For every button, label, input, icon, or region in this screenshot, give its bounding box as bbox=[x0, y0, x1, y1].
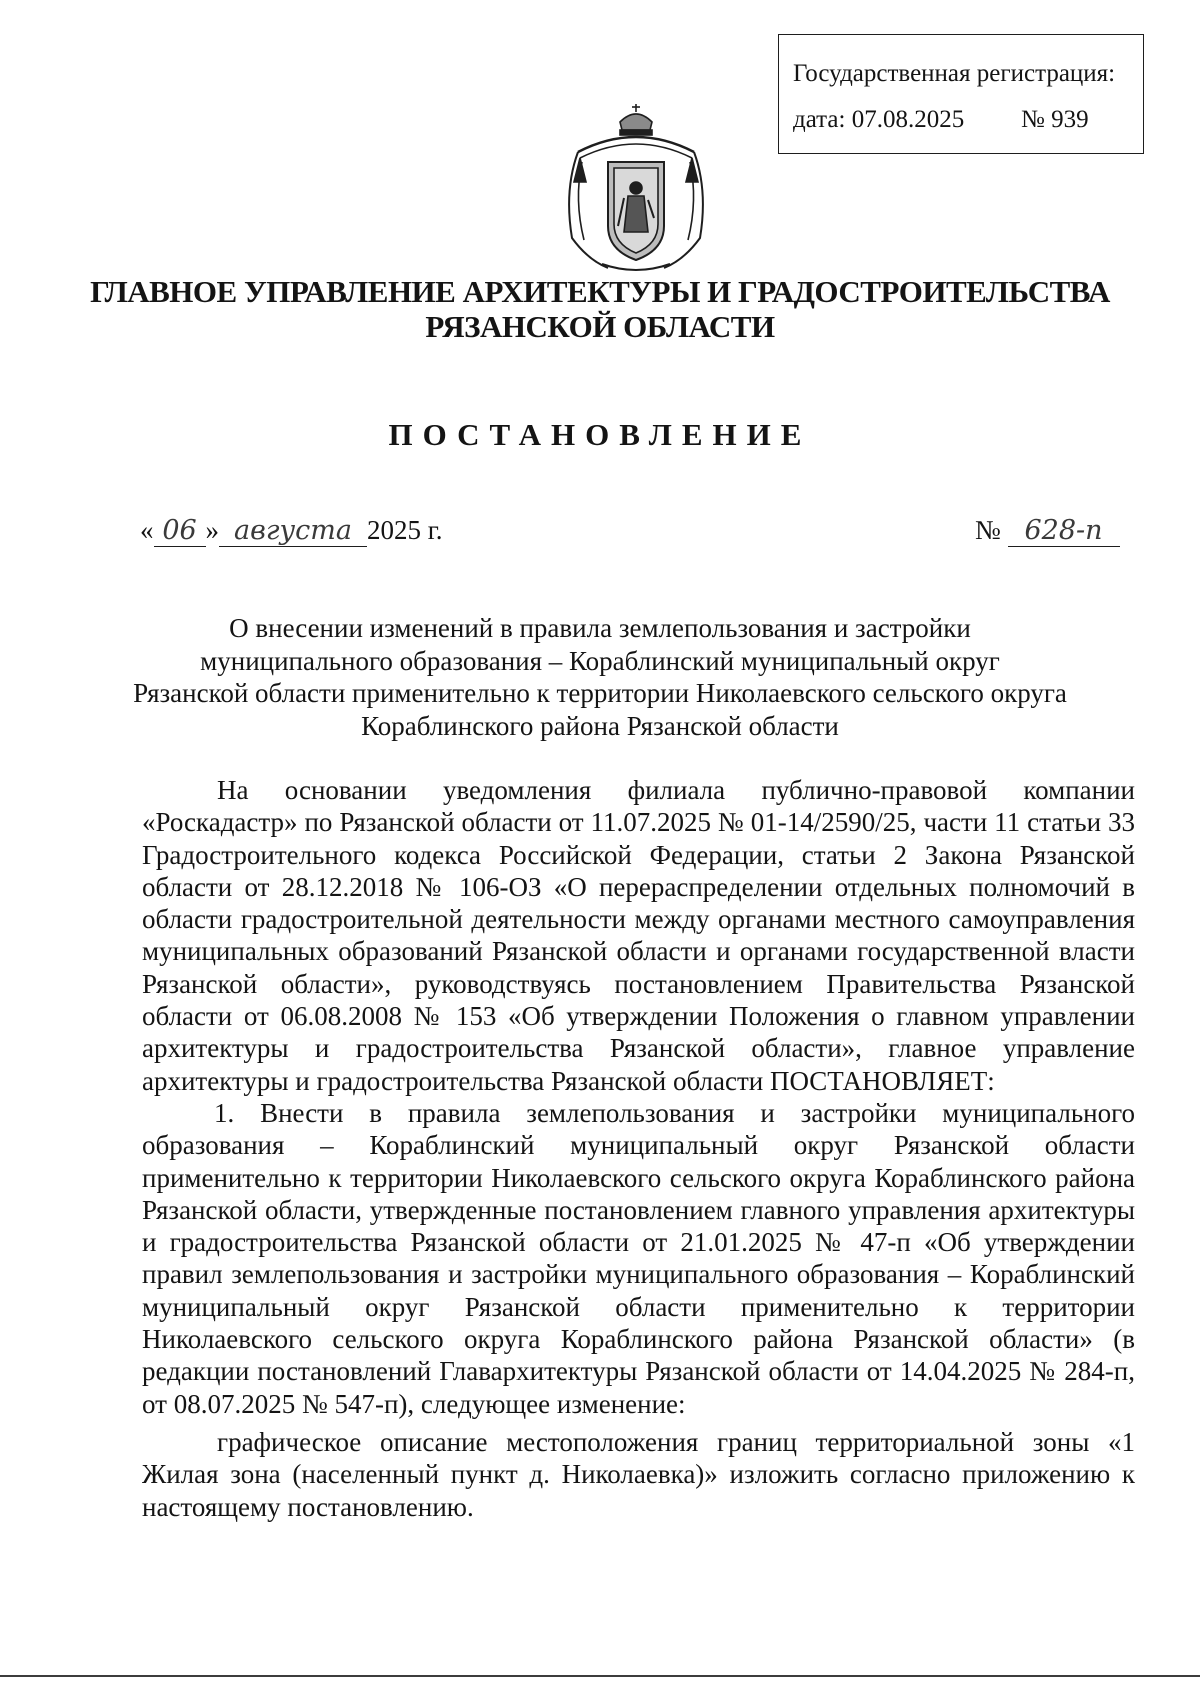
item-1-paragraph: 1. Внести в правила землепользования и застройки муниципального образования – Кораблинский муниципальный округ Рязанской области применительно к территории Николаевского сельского округа Кораблинского района Рязанской области, утвержденные постановлением главного управления архитектуры и градостроительства Рязанской области от 21.01.2025 № 47-п «Об утверждении правил землепользования и застройки муниципального образования – Кораблинский муниципальный округ Рязанской области применительно к территории Николаевского сельского округа Кораблинского района Рязанской области» (в редакции постановлений Главархитектуры Рязанской области от 14.04.2025 № 284-п, от 08.07.2025 № 547-п), следующее изменение: bbox=[142, 1097, 1135, 1419]
preamble-paragraph: На основании уведомления филиала публично-правовой компании «Роскадастр» по Рязанской области от 11.07.2025 № 01-14/2590/25, части 11 статьи 33 Градостроительного кодекса Российской Федерации, статьи 2 Закона Рязанской области от 28.12.2018 № 106-ОЗ «О перераспределении отдельных полномочий в области градостроительной деятельности между органами местного самоуправления муниципальных образований Рязанской области и органами государственной власти Рязанской области», руководствуясь постановлением Правительства Рязанской области от 06.08.2008 № 153 «Об утверждении Положения о главном управлении архитектуры и градостроительства Рязанской области», главное управление архитектуры и градостроительства Рязанской области ПОСТАНОВЛЯЕТ: bbox=[142, 775, 1135, 1096]
document-date bbox=[140, 517, 443, 547]
handwritten-day: 06 bbox=[154, 517, 206, 547]
registration-title: Государственная регистрация: bbox=[793, 60, 1116, 87]
ryazan-coat-of-arms-icon bbox=[558, 100, 714, 276]
handwritten-month: августа bbox=[219, 517, 367, 547]
title-line: муниципального образования – Кораблинский муниципальный округ bbox=[200, 645, 1000, 676]
registration-date: дата: 07.08.2025 bbox=[793, 106, 965, 133]
item-1-change-text: графическое описание местоположения границ территориальной зоны «1 Жилая зона (населенный пункт д. Николаевка)» изложить согласно приложению к настоящему постановлению. bbox=[142, 1426, 1135, 1522]
title-line: Рязанской области применительно к территории Николаевского сельского округа bbox=[133, 678, 1067, 708]
scan-bottom-edge bbox=[0, 1675, 1200, 1677]
date-open-quote: « bbox=[140, 515, 154, 545]
title-line: Кораблинского района Рязанской области bbox=[361, 710, 839, 741]
organization-name-line1: ГЛАВНОЕ УПРАВЛЕНИЕ АРХИТЕКТУРЫ И ГРАДОСТРОИТЕЛЬСТВА bbox=[90, 274, 1110, 309]
handwritten-number: 628-п bbox=[1008, 517, 1120, 547]
document-number bbox=[975, 517, 1120, 547]
document-type-heading: ПОСТАНОВЛЕНИЕ bbox=[388, 417, 812, 452]
state-registration-box bbox=[778, 34, 1144, 154]
registration-number: № 939 bbox=[1021, 106, 1089, 133]
number-prefix: № bbox=[975, 515, 1001, 545]
document-title bbox=[100, 612, 1100, 742]
organization-name-line2: РЯЗАНСКОЙ ОБЛАСТИ bbox=[425, 309, 775, 344]
date-year: 2025 г. bbox=[367, 515, 443, 545]
date-close-quote: » bbox=[205, 515, 219, 545]
document-body bbox=[142, 774, 1135, 1523]
title-line: О внесении изменений в правила землепользования и застройки bbox=[229, 613, 971, 643]
